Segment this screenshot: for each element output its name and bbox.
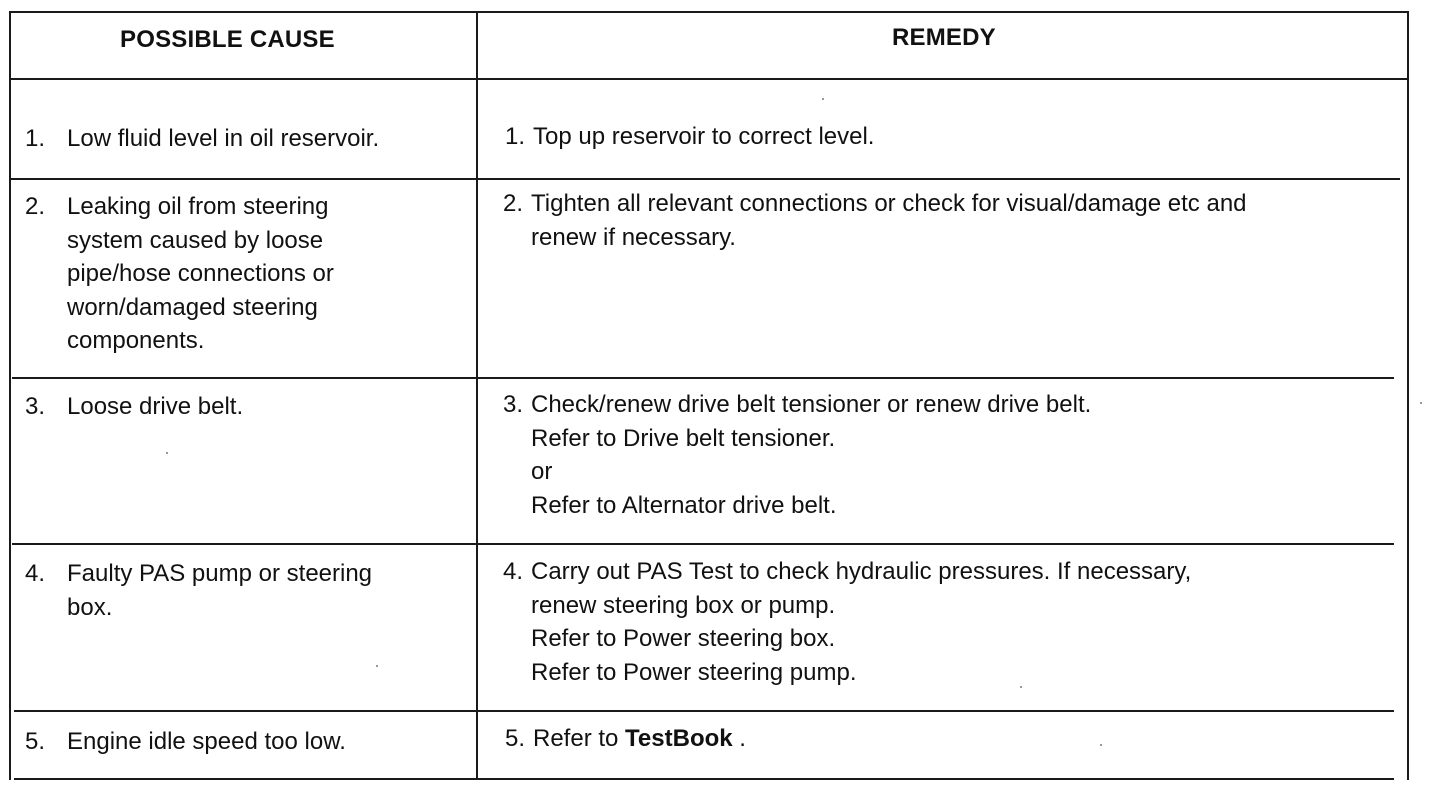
remedy-line: Top up reservoir to correct level. [533,123,875,150]
scan-speck [822,98,824,100]
scan-speck [1100,744,1102,746]
row-rule-1 [10,178,1400,180]
cause-number: 4. [25,560,46,587]
cause-cell-4 [25,557,465,624]
column-divider [476,11,478,780]
scan-speck [1020,686,1022,688]
cause-line: worn/damaged steering [67,293,318,321]
remedy-cell-2 [503,187,1393,254]
row-rule-3 [12,543,1394,545]
row-rule-2 [12,377,1394,379]
remedy-line: renew steering box or pump. [531,591,836,619]
cause-line: pipe/hose connections or [67,260,334,287]
remedy-prefix: Refer to [533,725,619,752]
cause-cell-5 [25,725,465,759]
testbook-reference: TestBook [625,725,733,752]
remedy-line: Check/renew drive belt tensioner or renew drive belt. [531,391,1092,418]
cause-line: components. [67,327,205,354]
remedy-line: Refer to Power steering box. [531,625,836,652]
row-rule-4 [14,710,1394,712]
cause-number: 5. [25,728,46,755]
remedy-cell-1 [505,120,1385,154]
remedy-cell-3 [503,388,1383,522]
header-remedy: REMEDY [892,24,996,51]
remedy-number: 3. [503,391,524,418]
cause-line: box. [67,593,113,621]
cause-text: Engine idle speed too low. [67,728,346,755]
remedy-line: Refer to Power steering pump. [531,658,857,686]
remedy-number: 5. [505,725,526,752]
cause-text: Low fluid level in oil reservoir. [67,125,380,152]
remedy-line: or [531,458,553,485]
remedy-line: Refer to Drive belt tensioner. [531,424,836,452]
table-bottom-border [14,778,1394,780]
remedy-line: Carry out PAS Test to check hydraulic pressures. If necessary, [531,558,1192,585]
scan-speck [166,452,168,454]
header-possible-cause: POSSIBLE CAUSE [120,26,335,53]
cause-line: Faulty PAS pump or steering [67,560,373,587]
cause-line: Leaking oil from steering [67,193,329,220]
table-left-border [9,11,11,780]
cause-number: 2. [25,193,46,220]
scan-speck [1420,402,1422,404]
cause-text: Loose drive belt. [67,393,244,420]
header-bottom-rule [10,78,1408,80]
cause-line: system caused by loose [67,226,324,254]
remedy-number: 2. [503,190,524,217]
remedy-line: renew if necessary. [531,223,736,251]
cause-cell-1 [25,122,465,156]
remedy-cell-4 [503,555,1383,689]
remedy-suffix: . [739,725,746,752]
remedy-cell-5 [505,722,1385,756]
cause-cell-3 [25,390,465,424]
table-right-border [1407,11,1409,780]
remedy-number: 4. [503,558,524,585]
table-top-border [10,11,1408,13]
remedy-line: Tighten all relevant connections or check for visual/damage etc and [531,190,1247,217]
cause-cell-2 [25,190,465,358]
scan-speck [376,665,378,667]
remedy-line: Refer to Alternator drive belt. [531,491,837,519]
remedy-number: 1. [505,123,526,150]
cause-number: 1. [25,125,46,152]
cause-number: 3. [25,393,46,420]
